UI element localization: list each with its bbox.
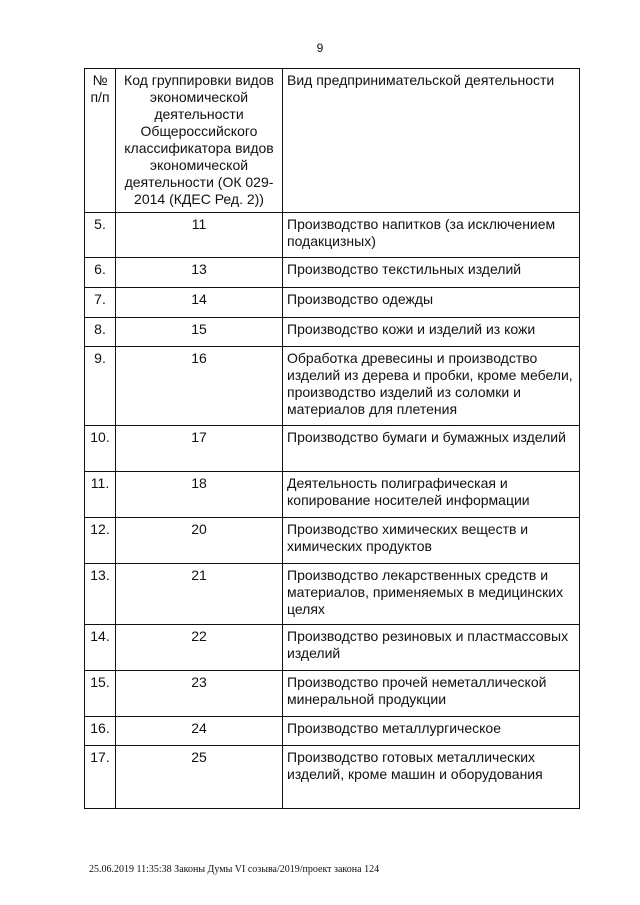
- table-row: [85, 518, 580, 564]
- row-activity: Производство металлургическое: [283, 717, 580, 746]
- row-code: 22: [116, 625, 283, 671]
- row-num: 9.: [85, 347, 116, 426]
- row-activity: Производство напитков (за исключением подакцизных): [283, 213, 580, 258]
- table-row: [85, 426, 580, 472]
- row-activity: Производство химических веществ и химических продуктов: [283, 518, 580, 564]
- table-row: [85, 258, 580, 288]
- table-row: [85, 564, 580, 625]
- row-code: 15: [116, 318, 283, 347]
- row-code: 17: [116, 426, 283, 472]
- row-num: 6.: [85, 258, 116, 288]
- table-row: [85, 671, 580, 717]
- header-num: № п/п: [85, 69, 116, 213]
- table-row: [85, 472, 580, 518]
- row-activity: Производство лекарственных средств и материалов, применяемых в медицинских целях: [283, 564, 580, 625]
- row-code: 14: [116, 288, 283, 318]
- row-code: 24: [116, 717, 283, 746]
- row-num: 11.: [85, 472, 116, 518]
- row-code: 18: [116, 472, 283, 518]
- row-num: 12.: [85, 518, 116, 564]
- row-activity: Обработка древесины и производство изделий из дерева и пробки, кроме мебели, производство изделий из соломки и материалов для плетения: [283, 347, 580, 426]
- row-code: 25: [116, 746, 283, 809]
- row-num: 16.: [85, 717, 116, 746]
- row-num: 17.: [85, 746, 116, 809]
- table-row: [85, 347, 580, 426]
- row-code: 21: [116, 564, 283, 625]
- activities-table: [84, 68, 580, 809]
- table-row: [85, 213, 580, 258]
- table-row: [85, 625, 580, 671]
- row-num: 5.: [85, 213, 116, 258]
- row-num: 15.: [85, 671, 116, 717]
- row-activity: Производство текстильных изделий: [283, 258, 580, 288]
- row-activity: Производство резиновых и пластмассовых изделий: [283, 625, 580, 671]
- header-code: Код группировки видов экономической деятельности Общероссийского классификатора видов экономической деятельности (ОК 029-2014 (КДЕС Ред. 2)): [116, 69, 283, 213]
- page-number: 9: [316, 41, 324, 55]
- footer-stamp: 25.06.2019 11:35:38 Законы Думы VI созыва/2019/проект закона 124: [89, 864, 380, 875]
- row-num: 8.: [85, 318, 116, 347]
- row-activity: Производство готовых металлических изделий, кроме машин и оборудования: [283, 746, 580, 809]
- table-row: [85, 318, 580, 347]
- row-num: 10.: [85, 426, 116, 472]
- row-activity: Производство прочей неметаллической минеральной продукции: [283, 671, 580, 717]
- row-num: 7.: [85, 288, 116, 318]
- row-code: 13: [116, 258, 283, 288]
- row-num: 14.: [85, 625, 116, 671]
- row-activity: Деятельность полиграфическая и копирование носителей информации: [283, 472, 580, 518]
- row-code: 16: [116, 347, 283, 426]
- row-code: 23: [116, 671, 283, 717]
- header-activity: Вид предпринимательской деятельности: [283, 69, 580, 213]
- row-num: 13.: [85, 564, 116, 625]
- table-row: [85, 288, 580, 318]
- row-activity: Производство бумаги и бумажных изделий: [283, 426, 580, 472]
- row-code: 11: [116, 213, 283, 258]
- row-code: 20: [116, 518, 283, 564]
- table-row: [85, 746, 580, 809]
- row-activity: Производство кожи и изделий из кожи: [283, 318, 580, 347]
- table-row: [85, 717, 580, 746]
- row-activity: Производство одежды: [283, 288, 580, 318]
- table-header-row: [85, 69, 580, 213]
